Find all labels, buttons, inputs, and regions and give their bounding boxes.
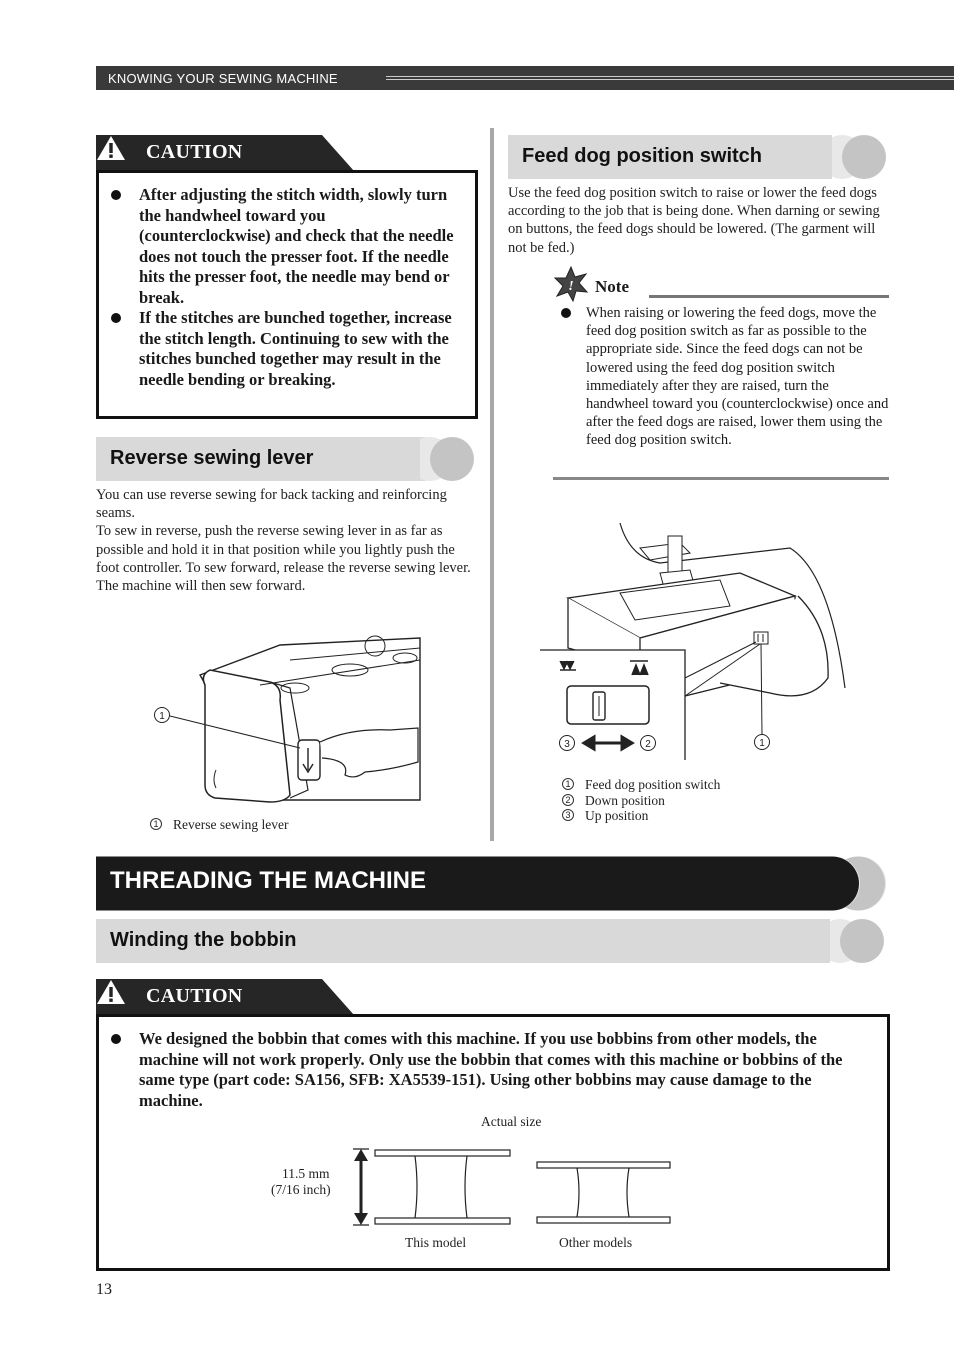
legend-text: Up position xyxy=(585,808,649,824)
legend-text: Down position xyxy=(585,792,665,808)
bullet-icon xyxy=(561,308,571,318)
section-title: Reverse sewing lever xyxy=(110,447,314,469)
caution-item-text: We designed the bobbin that comes with this machine. If you use bobbins from other models, the machine will not work properly. Only use the bobbin that comes with this machine or bobbins of the same type (part code: SA156, SFB: XA5539-151). Using other bobbins may cause damage to the machine. xyxy=(139,1029,843,1110)
header-rule xyxy=(386,76,954,80)
bullet-icon xyxy=(111,313,121,323)
note-rule-bottom xyxy=(553,477,889,480)
other-model-bobbin xyxy=(537,1162,670,1223)
feeddog-legend xyxy=(562,777,862,824)
feeddog-body-text: Use the feed dog position switch to raise or lower the feed dogs according to the job that is being done. When darning or sewing on buttons, the feed dogs should be lowered. (The garment will not be fed.) xyxy=(508,185,880,256)
other-models-label: Other models xyxy=(559,1235,633,1250)
caution-label: CAUTION xyxy=(146,141,243,163)
reverse-section-heading xyxy=(96,437,476,481)
legend-number: 3 xyxy=(562,809,574,821)
caution-tab xyxy=(96,979,356,1015)
reverse-lever-illustration xyxy=(150,630,425,810)
legend-text: Reverse sewing lever xyxy=(173,817,289,832)
note-text: When raising or lowering the feed dogs, move the feed dog position switch as far as possible to the appropriate side. Since the feed dogs can not be lowered using the feed dog position switch immediately after they are raised, turn the handwheel toward you (counterclockwise) once and after the feed dogs are raised, lower them using the feed dog position switch. xyxy=(586,305,889,449)
legend-item xyxy=(562,808,862,824)
caution-item xyxy=(99,185,457,308)
caution-tab xyxy=(96,135,356,171)
legend-number: 2 xyxy=(562,794,574,806)
note-title: Note xyxy=(595,277,629,296)
up-callout-number: 3 xyxy=(564,739,570,750)
feeddog-illustration xyxy=(540,518,860,763)
feeddog-section-heading xyxy=(508,135,888,179)
this-model-bobbin xyxy=(375,1150,510,1224)
legend-text: Feed dog position switch xyxy=(585,777,721,792)
section-title: Winding the bobbin xyxy=(110,929,297,951)
switch-panel xyxy=(567,686,649,724)
dimension-mm: 11.5 mm xyxy=(282,1166,330,1181)
caution-item xyxy=(99,1029,869,1111)
section-title: Feed dog position switch xyxy=(522,145,762,167)
warning-icon xyxy=(96,135,126,161)
column-divider xyxy=(490,128,494,841)
reverse-callout-number: 1 xyxy=(159,711,165,722)
bobbin-diagram xyxy=(345,1145,675,1233)
page-number: 13 xyxy=(96,1281,112,1298)
legend-item xyxy=(562,793,862,809)
warning-icon xyxy=(96,979,126,1005)
note-icon xyxy=(553,266,589,302)
caution-label: CAUTION xyxy=(146,985,243,1007)
caution-item-text: If the stitches are bunched together, increase the stitch length. Continuing to sew with the stitches bunched together may result in the needle bending or breaking. xyxy=(139,308,452,389)
chapter-title: THREADING THE MACHINE xyxy=(110,867,426,894)
legend-item xyxy=(562,777,862,793)
bullet-icon xyxy=(111,1034,121,1044)
legend-number: 1 xyxy=(150,818,162,830)
caution-item-text: After adjusting the stitch width, slowly turn the handwheel toward you (counterclockwise) and check that the needle does not touch the presser foot. If the needle hits the presser foot, the needle may bend or break. xyxy=(139,185,454,307)
actual-size-label: Actual size xyxy=(481,1114,542,1129)
caution-box xyxy=(96,170,478,419)
legend-item xyxy=(150,817,430,833)
this-model-label: This model xyxy=(405,1235,467,1250)
down-callout-number: 2 xyxy=(645,739,651,750)
threading-chapter-heading xyxy=(96,855,886,912)
svg-text:!: ! xyxy=(568,279,574,294)
header-section-label: KNOWING YOUR SEWING MACHINE xyxy=(108,71,338,86)
caution-item xyxy=(99,308,457,390)
bullet-icon xyxy=(111,190,121,200)
running-header xyxy=(96,66,954,90)
dimension-inch: (7/16 inch) xyxy=(271,1182,331,1197)
reverse-body-text: You can use reverse sewing for back tacking and reinforcing seams. To sew in reverse, push the reverse sewing lever in as far as possible and hold it in that position while you lightly push the foot controller. To sew forward, release the reverse sewing lever. The machine will then sew forward. xyxy=(96,487,471,595)
legend-number: 1 xyxy=(562,778,574,790)
winding-section-heading xyxy=(96,919,886,963)
switch-callout-number: 1 xyxy=(759,738,765,749)
note-rule xyxy=(649,295,889,298)
reverse-legend xyxy=(150,817,430,833)
